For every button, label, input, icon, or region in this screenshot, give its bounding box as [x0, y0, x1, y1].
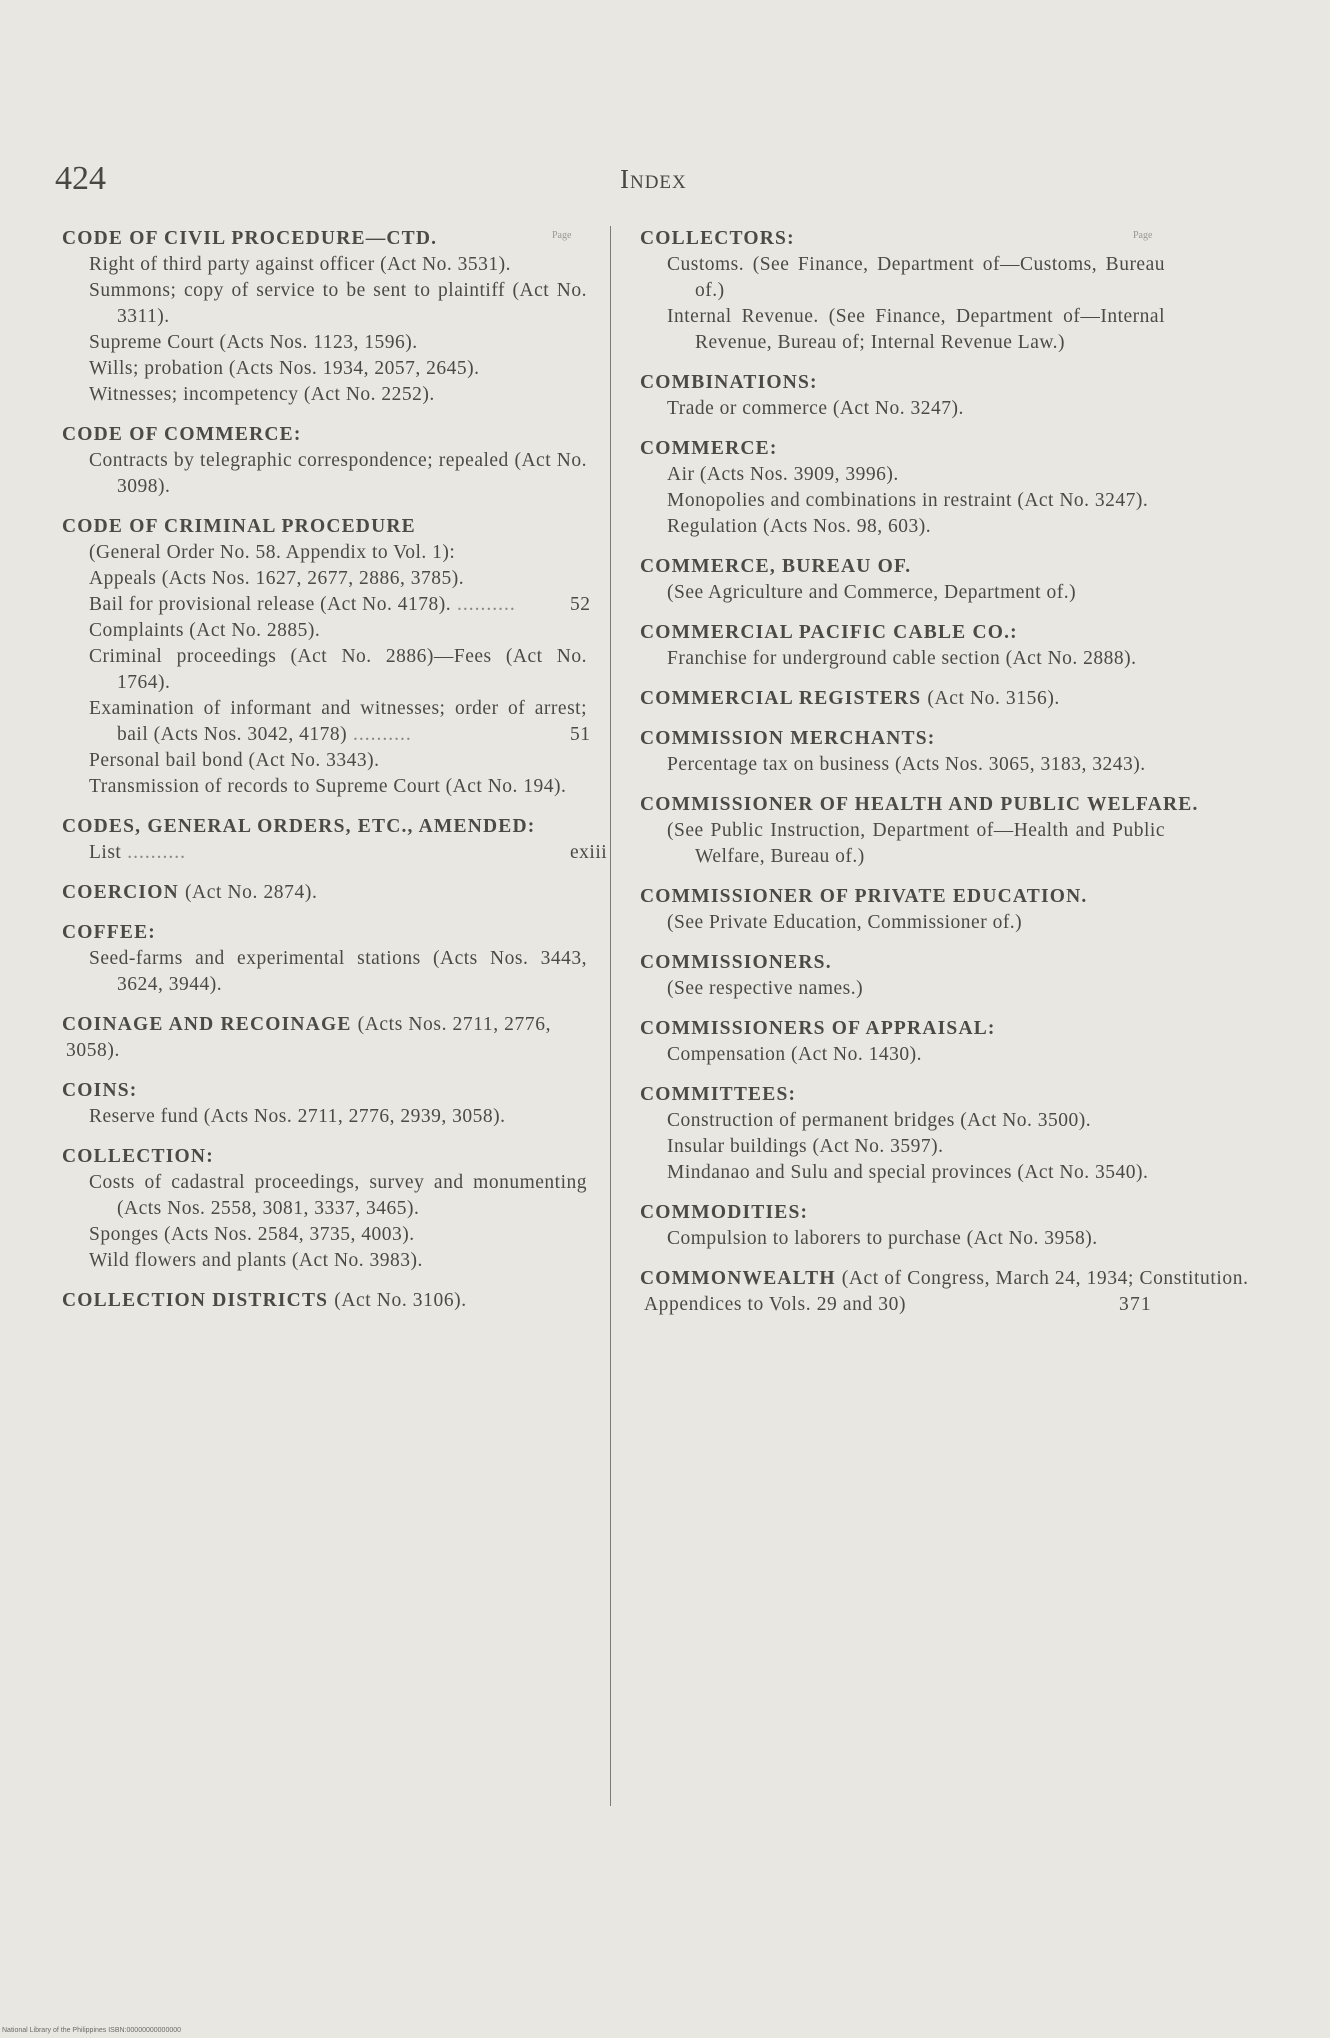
index-subentry: [62, 774, 587, 800]
index-heading: [640, 1016, 1252, 1042]
page-reference: 371: [1119, 1294, 1152, 1315]
index-heading-text: COMMERCIAL PACIFIC CABLE CO.:: [640, 622, 1018, 643]
right-index-column: [640, 226, 1252, 1332]
index-subentry-text: (See respective names.): [667, 978, 864, 999]
index-heading-text: COMMISSIONER OF PRIVATE EDUCATION.: [640, 886, 1088, 907]
index-subentry-text: Trade or commerce (Act No. 3247).: [667, 398, 964, 419]
index-subentry-text: Complaints (Act No. 2885).: [89, 620, 321, 641]
index-entry: [640, 1200, 1252, 1252]
index-heading-text: CODE OF CRIMINAL PROCEDURE: [62, 516, 416, 537]
index-subentry-text: Customs. (See Finance, Department of—Customs, Bureau of.): [667, 254, 1165, 301]
index-subentry: [640, 1160, 1165, 1186]
left-page-column-label: Page: [552, 230, 572, 241]
index-subentry-text: Franchise for underground cable section (Act No. 2888).: [667, 648, 1137, 669]
index-subentry-text: Reserve fund (Acts Nos. 2711, 2776, 2939, 3058).: [89, 1106, 506, 1127]
index-subentry-text: (See Private Education, Commissioner of.): [667, 912, 1023, 933]
index-entry: [640, 370, 1252, 422]
right-page-column-label: Page: [1133, 230, 1153, 241]
index-subentry: [62, 1222, 587, 1248]
index-entry: [640, 226, 1252, 356]
index-heading: [62, 226, 602, 252]
index-heading-text: COFFEE:: [62, 922, 156, 943]
index-subentry-text: Witnesses; incompetency (Act No. 2252).: [89, 384, 435, 405]
index-entry: [640, 436, 1252, 540]
index-subentry: [640, 910, 1165, 936]
index-entry: [62, 422, 602, 500]
index-entry: [62, 1144, 602, 1274]
page-reference: exiii: [570, 842, 608, 863]
index-heading-text: CODES, GENERAL ORDERS, ETC., AMENDED:: [62, 816, 536, 837]
left-index-column: [62, 226, 608, 1328]
index-subentry: [640, 462, 1165, 488]
index-subentry: [640, 1108, 1165, 1134]
index-subentry-text: Seed-farms and experimental stations (Acts Nos. 3443, 3624, 3944).: [89, 948, 587, 995]
index-subentry-text: Personal bail bond (Act No. 3343).: [89, 750, 380, 771]
index-subentry-text: Supreme Court (Acts Nos. 1123, 1596).: [89, 332, 418, 353]
index-subentry-text: Regulation (Acts Nos. 98, 603).: [667, 516, 932, 537]
index-entry: [62, 514, 602, 800]
index-subentry: [62, 696, 591, 748]
index-heading: [640, 436, 1252, 462]
index-heading: [640, 226, 1252, 252]
index-heading-text: COMMERCIAL REGISTERS: [640, 688, 922, 709]
index-subentry-text: Construction of permanent bridges (Act No. 3500).: [667, 1110, 1092, 1131]
index-subentry: [640, 514, 1165, 540]
index-subentry: [62, 566, 587, 592]
index-subentry: [640, 1226, 1165, 1252]
index-entry: [62, 226, 602, 408]
index-subentry-text: Compulsion to laborers to purchase (Act No. 3958).: [667, 1228, 1098, 1249]
footer-credit: National Library of the Philippines ISBN:00000000000000: [2, 2027, 182, 2034]
index-heading-text: COLLECTION DISTRICTS: [62, 1290, 329, 1311]
index-subentry: [640, 818, 1165, 870]
index-subentry-text: List: [89, 842, 122, 863]
index-subentry: [62, 1248, 587, 1274]
page-reference: 51: [570, 724, 591, 745]
dot-leader: ..........: [451, 594, 516, 615]
index-subentry: [640, 396, 1165, 422]
index-entry: [62, 1288, 602, 1314]
index-heading: [640, 1266, 1252, 1318]
index-subentry-text: Wills; probation (Acts Nos. 1934, 2057, 2645).: [89, 358, 480, 379]
index-heading-text: COMMODITIES:: [640, 1202, 809, 1223]
index-subentry-text: Mindanao and Sulu and special provinces (Act No. 3540).: [667, 1162, 1149, 1183]
index-entry: [640, 884, 1252, 936]
index-heading-text: CODE OF COMMERCE:: [62, 424, 302, 445]
index-heading-ref: (Act No. 2874).: [184, 882, 318, 903]
page-reference: 52: [570, 594, 591, 615]
index-heading-text: COMBINATIONS:: [640, 372, 818, 393]
index-heading-ref: (Act No. 3156).: [927, 688, 1060, 709]
index-subentry-text: Contracts by telegraphic correspondence; repealed (Act No. 3098).: [89, 450, 587, 497]
index-subentry: [62, 1170, 587, 1222]
index-entry: [62, 814, 608, 866]
index-heading-text: COINAGE AND RECOINAGE: [62, 1014, 352, 1035]
index-heading: [640, 686, 1252, 712]
index-subentry: [62, 592, 591, 618]
index-heading-text: COERCION: [62, 882, 179, 903]
index-heading-ref: (Act of Congress, March 24, 1934; Constitution. Appendices to Vols. 29 and 30): [644, 1268, 1249, 1315]
index-subentry: [640, 488, 1165, 514]
index-subentry-text: Summons; copy of service to be sent to plaintiff (Act No. 3311).: [89, 280, 587, 327]
index-subentry-text: Air (Acts Nos. 3909, 3996).: [667, 464, 899, 485]
index-subentry: [62, 252, 587, 278]
page-number: 424: [55, 160, 106, 197]
dot-leader: ..........: [121, 842, 186, 863]
index-subentry: [62, 448, 587, 500]
index-subentry: [640, 976, 1165, 1002]
index-heading: [62, 1144, 602, 1170]
index-subentry-text: (See Public Instruction, Department of—Health and Public Welfare, Bureau of.): [667, 820, 1165, 867]
index-heading-text: COMMISSIONERS.: [640, 952, 832, 973]
index-subentry-text: Insular buildings (Act No. 3597).: [667, 1136, 944, 1157]
index-subentry: [640, 580, 1165, 606]
index-heading-text: COLLECTORS:: [640, 228, 795, 249]
index-entry: [62, 880, 602, 906]
index-subentry-text: Right of third party against officer (Act No. 3531).: [89, 254, 512, 275]
index-entry: [640, 1082, 1252, 1186]
index-subentry: [640, 252, 1165, 304]
index-heading: [640, 1200, 1252, 1226]
index-subentry-text: Compensation (Act No. 1430).: [667, 1044, 923, 1065]
dot-leader: ..........: [347, 724, 412, 745]
index-heading-text: COMMONWEALTH: [640, 1268, 836, 1289]
index-heading-text: COMMERCE, BUREAU OF.: [640, 556, 912, 577]
index-heading-text: COMMISSIONERS OF APPRAISAL:: [640, 1018, 996, 1039]
index-subentry: [640, 1134, 1165, 1160]
index-subentry: [62, 278, 587, 330]
index-subentry: [62, 946, 587, 998]
index-subentry-text: Bail for provisional release (Act No. 4178).: [89, 594, 452, 615]
index-entry: [640, 950, 1252, 1002]
index-entry: [640, 554, 1252, 606]
index-subentry-text: Transmission of records to Supreme Court (Act No. 194).: [89, 776, 567, 797]
index-subentry: [62, 748, 587, 774]
index-subentry-text: Percentage tax on business (Acts Nos. 3065, 3183, 3243).: [667, 754, 1146, 775]
index-heading: [640, 884, 1252, 910]
index-heading: [640, 1082, 1252, 1108]
index-heading: [62, 422, 602, 448]
index-subentry: [62, 644, 587, 696]
index-subentry-text: Internal Revenue. (See Finance, Department of—Internal Revenue, Bureau of; Internal Revenue Law.): [667, 306, 1165, 353]
index-subentry: [640, 752, 1165, 778]
index-subentry-text: (See Agriculture and Commerce, Department of.): [667, 582, 1077, 603]
index-subentry-text: Wild flowers and plants (Act No. 3983).: [89, 1250, 423, 1271]
index-subentry-text: Examination of informant and witnesses; order of arrest; bail (Acts Nos. 3042, 4178): [89, 698, 587, 745]
index-subentry: [62, 1104, 587, 1130]
index-subentry: [62, 330, 587, 356]
index-entry: [640, 726, 1252, 778]
index-heading: [62, 1012, 602, 1064]
index-heading: [640, 726, 1252, 752]
index-heading-text: CODE OF CIVIL PROCEDURE—CTD.: [62, 228, 438, 249]
index-subentry: [62, 618, 587, 644]
index-subentry-text: Criminal proceedings (Act No. 2886)—Fees (Act No. 1764).: [89, 646, 587, 693]
index-subentry-text: (General Order No. 58. Appendix to Vol. 1):: [89, 542, 456, 563]
index-heading: [62, 920, 602, 946]
index-subentry: [62, 840, 608, 866]
index-heading: [62, 514, 602, 540]
index-entry: [62, 1012, 602, 1064]
index-heading: [62, 814, 602, 840]
index-subentry-text: Sponges (Acts Nos. 2584, 3735, 4003).: [89, 1224, 415, 1245]
index-heading-text: COMMITTEES:: [640, 1084, 797, 1105]
index-entry: [62, 1078, 602, 1130]
index-heading-text: COMMERCE:: [640, 438, 778, 459]
column-divider: [610, 226, 611, 1806]
index-heading: [62, 880, 602, 906]
index-entry: [640, 620, 1252, 672]
index-heading: [62, 1288, 602, 1314]
index-subentry: [62, 382, 587, 408]
index-entry: [640, 686, 1252, 712]
index-heading-ref: (Acts Nos. 2711, 2776, 3058).: [66, 1014, 552, 1061]
index-heading-ref: (Act No. 3106).: [334, 1290, 467, 1311]
page-header: [55, 160, 1135, 210]
index-subentry: [640, 646, 1165, 672]
index-subentry: [62, 356, 587, 382]
index-subentry: [640, 1042, 1165, 1068]
index-heading: [62, 1078, 602, 1104]
index-heading-text: COMMISSION MERCHANTS:: [640, 728, 936, 749]
index-heading-text: COINS:: [62, 1080, 138, 1101]
index-heading: [640, 620, 1252, 646]
index-subentry: [640, 304, 1165, 356]
index-heading: [640, 792, 1252, 818]
index-subentry-text: Appeals (Acts Nos. 1627, 2677, 2886, 3785).: [89, 568, 465, 589]
index-entry: [640, 1266, 1252, 1318]
running-head: Index: [620, 164, 687, 194]
index-heading-text: COLLECTION:: [62, 1146, 214, 1167]
index-heading-text: COMMISSIONER OF HEALTH AND PUBLIC WELFARE.: [640, 794, 1199, 815]
index-subentry: [62, 540, 587, 566]
index-heading: [640, 554, 1252, 580]
index-heading: [640, 370, 1252, 396]
index-heading: [640, 950, 1252, 976]
index-entry: [62, 920, 602, 998]
index-subentry-text: Monopolies and combinations in restraint (Act No. 3247).: [667, 490, 1149, 511]
index-entry: [640, 1016, 1252, 1068]
index-entry: [640, 792, 1252, 870]
index-subentry-text: Costs of cadastral proceedings, survey and monumenting (Acts Nos. 2558, 3081, 3337, 3465).: [89, 1172, 587, 1219]
